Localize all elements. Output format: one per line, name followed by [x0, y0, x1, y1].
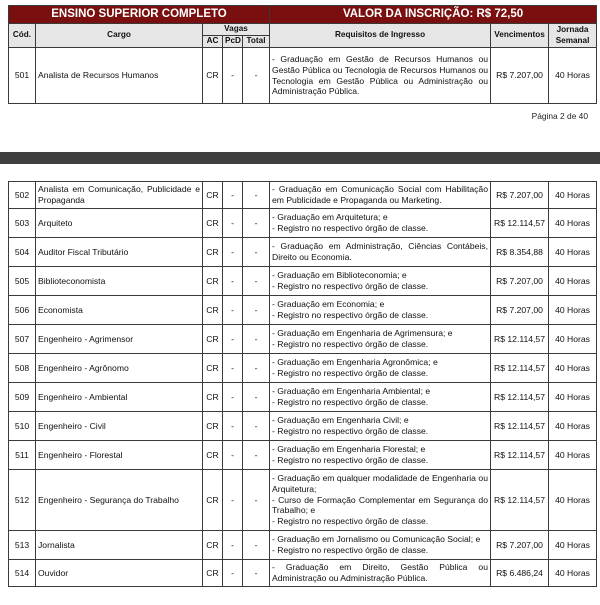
row-jornada: 40 Horas [549, 531, 597, 560]
row-requisitos [270, 238, 491, 267]
row-requisitos [270, 560, 491, 587]
row-pcd: - [223, 560, 243, 587]
requisito-line: - Graduação em Engenharia Agronômica; e [272, 357, 438, 368]
row-total: - [243, 267, 270, 296]
row-pcd: - [223, 48, 243, 104]
row-jornada: 40 Horas [549, 209, 597, 238]
row-total: - [243, 296, 270, 325]
row-cargo: Jornalista [36, 531, 203, 560]
row-total: - [243, 238, 270, 267]
requisito-line: - Graduação em Administração, Ciências Contábeis, Direito ou Economia. [272, 241, 488, 262]
row-ac: CR [203, 531, 223, 560]
row-jornada: 40 Horas [549, 470, 597, 531]
table-row [9, 560, 597, 587]
page-top-table-block [8, 5, 596, 104]
row-jornada: 40 Horas [549, 267, 597, 296]
row-vencimento: R$ 6.486,24 [491, 560, 549, 587]
level-title: ENSINO SUPERIOR COMPLETO [9, 6, 270, 24]
row-total: - [243, 470, 270, 531]
row-requisitos [270, 531, 491, 560]
row-vencimento: R$ 7.207,00 [491, 182, 549, 209]
col-header-total: Total [243, 36, 270, 48]
row-vencimento: R$ 7.207,00 [491, 296, 549, 325]
row-vencimento: R$ 12.114,57 [491, 441, 549, 470]
row-cargo: Engenheiro - Florestal [36, 441, 203, 470]
row-cargo: Arquiteto [36, 209, 203, 238]
row-cod: 506 [9, 296, 36, 325]
row-cargo: Engenheiro - Agrônomo [36, 354, 203, 383]
row-ac: CR [203, 354, 223, 383]
row-total: - [243, 325, 270, 354]
table-row [9, 531, 597, 560]
row-vencimento: R$ 12.114,57 [491, 209, 549, 238]
row-total: - [243, 560, 270, 587]
row-total: - [243, 182, 270, 209]
requisito-line: - Graduação em Engenharia Civil; e [272, 415, 409, 426]
row-cod: 509 [9, 383, 36, 412]
row-requisitos [270, 441, 491, 470]
top-table [8, 5, 597, 104]
row-cod: 507 [9, 325, 36, 354]
row-vencimento: R$ 12.114,57 [491, 354, 549, 383]
row-cod: 503 [9, 209, 36, 238]
table-row [9, 48, 597, 104]
requisito-line: - Graduação em Biblioteconomia; e [272, 270, 407, 281]
table-row [9, 412, 597, 441]
row-ac: CR [203, 296, 223, 325]
table-row [9, 182, 597, 209]
row-cargo: Economista [36, 296, 203, 325]
row-vencimento: R$ 7.207,00 [491, 267, 549, 296]
row-requisitos [270, 412, 491, 441]
requisito-line: - Graduação em Engenharia de Agrimensura; e [272, 328, 453, 339]
row-pcd: - [223, 209, 243, 238]
requisito-line: - Registro no respectivo órgão de classe. [272, 516, 429, 527]
row-cod: 510 [9, 412, 36, 441]
page-divider [0, 152, 600, 164]
requisito-line: - Registro no respectivo órgão de classe. [272, 368, 429, 378]
table-row [9, 325, 597, 354]
requisito-line: - Registro no respectivo órgão de classe. [272, 281, 429, 291]
col-header-jornada: Jornada Semanal [549, 24, 597, 48]
row-jornada: 40 Horas [549, 296, 597, 325]
row-total: - [243, 354, 270, 383]
row-requisitos [270, 48, 491, 104]
row-cod: 513 [9, 531, 36, 560]
row-ac: CR [203, 441, 223, 470]
row-cargo: Engenheiro - Civil [36, 412, 203, 441]
requisito-line: - Registro no respectivo órgão de classe. [272, 310, 429, 320]
row-ac: CR [203, 383, 223, 412]
row-cod: 512 [9, 470, 36, 531]
requisito-line: - Graduação em Gestão de Recursos Humanos ou Gestão Pública ou Tecnologia de Recursos Humanos ou Tecnologia em Gestão Pública ou Administração ou Administração Pública. [272, 54, 489, 97]
row-ac: CR [203, 267, 223, 296]
row-pcd: - [223, 325, 243, 354]
requisito-line: - Registro no respectivo órgão de classe. [272, 455, 429, 465]
row-total: - [243, 383, 270, 412]
page-number: Página 2 de 40 [531, 111, 588, 121]
page-bottom-table-block [8, 181, 596, 587]
row-pcd: - [223, 441, 243, 470]
row-pcd: - [223, 354, 243, 383]
row-ac: CR [203, 182, 223, 209]
col-header-requisitos: Requisitos de Ingresso [270, 24, 491, 48]
row-pcd: - [223, 238, 243, 267]
row-cargo: Biblioteconomista [36, 267, 203, 296]
row-pcd: - [223, 412, 243, 441]
row-ac: CR [203, 325, 223, 354]
row-vencimento: R$ 12.114,57 [491, 412, 549, 441]
requisito-line: - Graduação em Direito, Gestão Pública ou Administração ou Administração Pública. [272, 562, 488, 583]
row-jornada: 40 Horas [549, 441, 597, 470]
row-cargo: Analista de Recursos Humanos [36, 48, 203, 104]
col-header-vencimentos: Vencimentos [491, 24, 549, 48]
row-pcd: - [223, 296, 243, 325]
requisito-line: - Registro no respectivo órgão de classe. [272, 545, 429, 555]
row-cod: 504 [9, 238, 36, 267]
requisito-line: - Registro no respectivo órgão de classe. [272, 223, 429, 233]
row-cargo: Engenheiro - Segurança do Trabalho [36, 470, 203, 531]
requisito-line: - Graduação em qualquer modalidade de Engenharia ou Arquitetura; [272, 473, 488, 494]
row-vencimento: R$ 7.207,00 [491, 48, 549, 104]
row-total: - [243, 209, 270, 238]
table-row [9, 209, 597, 238]
row-jornada: 40 Horas [549, 383, 597, 412]
requisito-line: - Registro no respectivo órgão de classe. [272, 397, 429, 407]
col-header-vagas: Vagas [203, 24, 270, 36]
row-jornada: 40 Horas [549, 560, 597, 587]
requisito-line: - Registro no respectivo órgão de classe. [272, 426, 429, 436]
table-row [9, 238, 597, 267]
col-header-cod: Cód. [9, 24, 36, 48]
row-ac: CR [203, 209, 223, 238]
requisito-line: - Graduação em Engenharia Ambiental; e [272, 386, 431, 397]
row-requisitos [270, 383, 491, 412]
row-ac: CR [203, 560, 223, 587]
row-cargo: Analista em Comunicação, Publicidade e Propaganda [36, 182, 203, 209]
registration-fee: VALOR DA INSCRIÇÃO: R$ 72,50 [270, 6, 597, 24]
table-row [9, 470, 597, 531]
row-cargo: Auditor Fiscal Tributário [36, 238, 203, 267]
requisito-line: - Curso de Formação Complementar em Segurança do Trabalho; e [272, 494, 488, 516]
table-row [9, 296, 597, 325]
row-jornada: 40 Horas [549, 412, 597, 441]
row-total: - [243, 441, 270, 470]
row-jornada: 40 Horas [549, 238, 597, 267]
row-ac: CR [203, 238, 223, 267]
row-ac: CR [203, 48, 223, 104]
requisito-line: - Graduação em Comunicação Social com Habilitação em Publicidade e Propaganda ou Marketing. [272, 184, 488, 205]
row-total: - [243, 48, 270, 104]
row-jornada: 40 Horas [549, 325, 597, 354]
row-cod: 508 [9, 354, 36, 383]
row-cargo: Engenheiro - Ambiental [36, 383, 203, 412]
row-ac: CR [203, 470, 223, 531]
col-header-pcd: PcD [223, 36, 243, 48]
row-pcd: - [223, 531, 243, 560]
row-requisitos [270, 325, 491, 354]
row-requisitos [270, 267, 491, 296]
row-cod: 505 [9, 267, 36, 296]
requisito-line: - Graduação em Jornalismo ou Comunicação Social; e [272, 534, 481, 545]
row-vencimento: R$ 12.114,57 [491, 325, 549, 354]
row-pcd: - [223, 267, 243, 296]
row-pcd: - [223, 383, 243, 412]
row-requisitos [270, 354, 491, 383]
row-requisitos [270, 209, 491, 238]
col-header-cargo: Cargo [36, 24, 203, 48]
row-requisitos [270, 182, 491, 209]
row-pcd: - [223, 182, 243, 209]
row-requisitos [270, 470, 491, 531]
row-cargo: Engenheiro - Agrimensor [36, 325, 203, 354]
row-jornada: 40 Horas [549, 48, 597, 104]
row-vencimento: R$ 12.114,57 [491, 470, 549, 531]
table-row [9, 267, 597, 296]
row-jornada: 40 Horas [549, 354, 597, 383]
row-cod: 511 [9, 441, 36, 470]
requisito-line: - Graduação em Economia; e [272, 299, 385, 310]
row-vencimento: R$ 7.207,00 [491, 531, 549, 560]
row-total: - [243, 531, 270, 560]
row-cod: 502 [9, 182, 36, 209]
requisito-line: - Graduação em Engenharia Florestal; e [272, 444, 426, 455]
row-cargo: Ouvidor [36, 560, 203, 587]
row-cod: 501 [9, 48, 36, 104]
table-row [9, 354, 597, 383]
requisito-line: - Registro no respectivo órgão de classe. [272, 339, 429, 349]
row-jornada: 40 Horas [549, 182, 597, 209]
row-pcd: - [223, 470, 243, 531]
table-row [9, 383, 597, 412]
row-vencimento: R$ 12.114,57 [491, 383, 549, 412]
row-requisitos [270, 296, 491, 325]
row-total: - [243, 412, 270, 441]
row-ac: CR [203, 412, 223, 441]
col-header-ac: AC [203, 36, 223, 48]
positions-table [8, 181, 597, 587]
row-cod: 514 [9, 560, 36, 587]
row-vencimento: R$ 8.354,88 [491, 238, 549, 267]
requisito-line: - Graduação em Arquitetura; e [272, 212, 388, 223]
table-row [9, 441, 597, 470]
